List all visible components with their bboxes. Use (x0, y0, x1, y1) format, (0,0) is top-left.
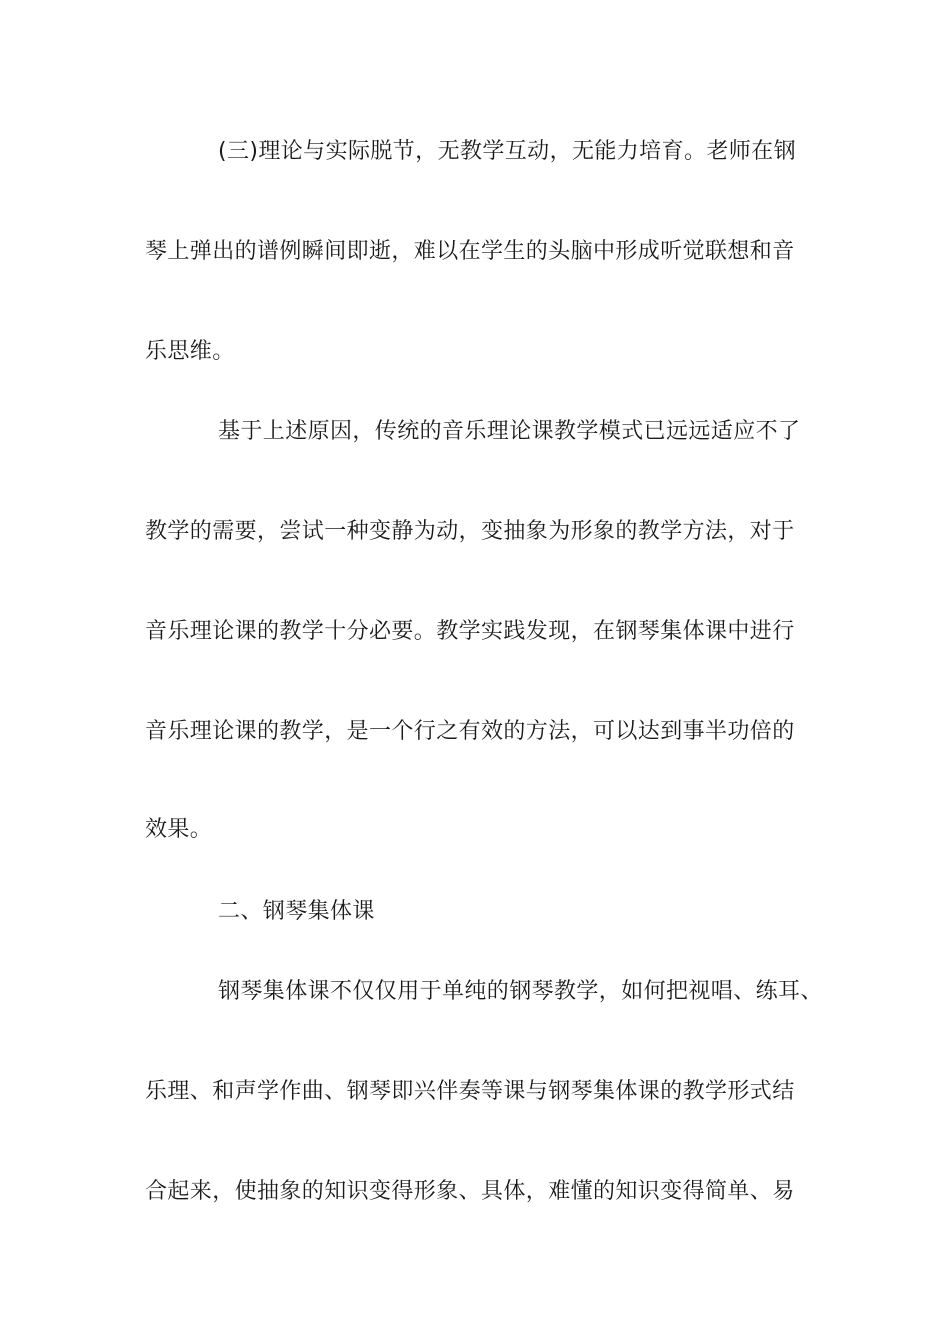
paragraph-line: 基于上述原因，传统的音乐理论课教学模式已远远适应不了 (218, 419, 801, 444)
paragraph-line: 音乐理论课的教学，是一个行之有效的方法，可以达到事半功倍的 (145, 719, 795, 744)
paragraph-line: 教学的需要，尝试一种变静为动，变抽象为形象的教学方法，对于 (145, 519, 795, 544)
paragraph-line: 乐思维。 (145, 339, 235, 364)
paragraph-line: 音乐理论课的教学十分必要。教学实践发现，在钢琴集体课中进行 (145, 619, 795, 644)
section-heading: 二、钢琴集体课 (218, 899, 375, 924)
paragraph-line: 合起来，使抽象的知识变得形象、具体，难懂的知识变得简单、易 (145, 1179, 795, 1204)
paragraph-line: 乐理、和声学作曲、钢琴即兴伴奏等课与钢琴集体课的教学形式结 (145, 1079, 795, 1104)
paragraph-line: 效果。 (145, 817, 213, 842)
paragraph-line: (三)理论与实际脱节，无教学互动，无能力培育。老师在钢 (218, 139, 796, 164)
paragraph-line: 钢琴集体课不仅仅用于单纯的钢琴教学，如何把视唱、练耳、 (218, 979, 823, 1004)
paragraph-line: 琴上弹出的谱例瞬间即逝，难以在学生的头脑中形成听觉联想和音 (145, 239, 795, 264)
